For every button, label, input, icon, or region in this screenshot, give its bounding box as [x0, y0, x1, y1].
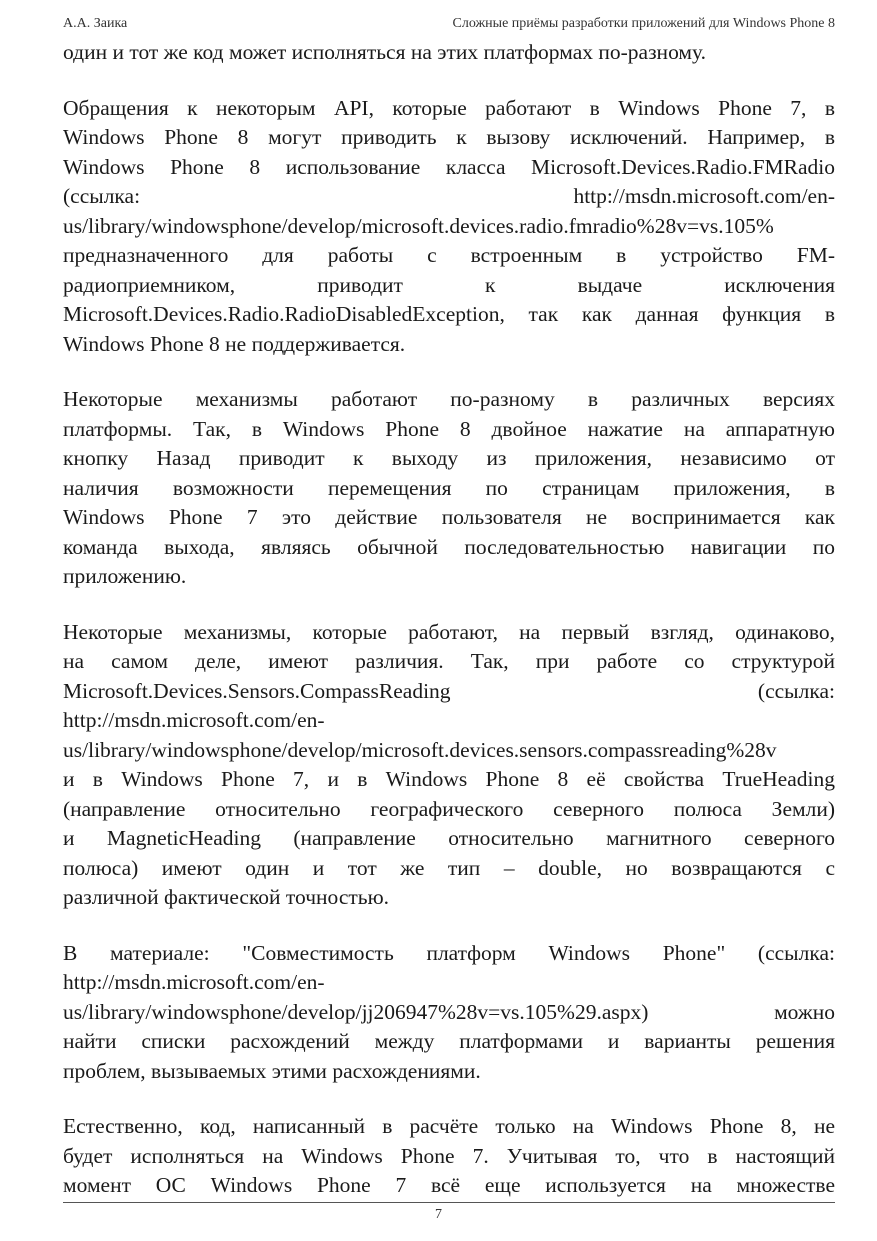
- text-line: Microsoft.Devices.Radio.RadioDisabledException, так как данная функция в: [63, 302, 835, 326]
- text-line: http://msdn.microsoft.com/en-: [63, 708, 325, 732]
- text-line: найти списки расхождений между платформами и варианты решения: [63, 1029, 835, 1053]
- paragraph: [63, 939, 835, 1087]
- paragraph: [63, 618, 835, 913]
- text-line: платформы. Так, в Windows Phone 8 двойное нажатие на аппаратную: [63, 416, 835, 441]
- paragraph: [63, 94, 835, 360]
- paragraph: [63, 385, 835, 592]
- text-line: и в Windows Phone 7, и в Windows Phone 8 её свойства TrueHeading: [63, 767, 835, 791]
- text-line: Некоторые механизмы работают по-разному в различных версиях: [63, 387, 835, 411]
- header-title: Сложные приёмы разработки приложений для Windows Phone 8: [452, 16, 835, 31]
- text-line: на самом деле, имеют различия. Так, при работе со структурой: [63, 649, 835, 673]
- text-line: Естественно, код, написанный в расчёте только на Windows Phone 8, не: [63, 1114, 835, 1138]
- page-header: [63, 14, 835, 34]
- text-line: Windows Phone 8 использование класса Microsoft.Devices.Radio.FMRadio: [63, 154, 835, 179]
- paragraph-gap: [63, 68, 835, 94]
- footer-divider: [63, 1202, 835, 1203]
- paragraph-gap: [63, 359, 835, 385]
- header-author: А.А. Заика: [63, 16, 128, 31]
- text-line: us/library/windowsphone/develop/microsoft.devices.radio.fmradio%28v=vs.105%: [63, 213, 774, 238]
- text-line: один и тот же код может исполняться на этих платформах по-разному.: [63, 40, 706, 64]
- paragraph-gap: [63, 1086, 835, 1112]
- text-line: радиоприемником, приводит к выдаче исключения: [63, 272, 835, 297]
- text-line: проблем, вызываемых этими расхождениями.: [63, 1058, 481, 1083]
- text-line: наличия возможности перемещения по страницам приложения, в: [63, 475, 835, 500]
- text-line: Windows Phone 8 могут приводить к вызову исключений. Например, в: [63, 125, 835, 149]
- text-line: http://msdn.microsoft.com/en-: [63, 970, 325, 994]
- text-line: Windows Phone 8 не поддерживается.: [63, 331, 406, 356]
- text-line: момент ОС Windows Phone 7 всё еще используется на множестве: [63, 1173, 835, 1197]
- text-line: Некоторые механизмы, которые работают, на первый взгляд, одинаково,: [63, 619, 835, 644]
- text-line: Обращения к некоторым API, которые работают в Windows Phone 7, в: [63, 95, 835, 120]
- text-line: (ссылка: http://msdn.microsoft.com/en-: [63, 184, 835, 208]
- text-line: будет исполняться на Windows Phone 7. Учитывая то, что в настоящий: [63, 1143, 835, 1168]
- text-line: предназначенного для работы с встроенным в устройство FM-: [63, 243, 835, 267]
- paragraph-gap: [63, 592, 835, 618]
- paragraph: [63, 38, 835, 68]
- text-line: us/library/windowsphone/develop/jj206947%28v=vs.105%29.aspx) можно: [63, 999, 835, 1024]
- text-line: полюса) имеют один и тот же тип – double, но возвращаются с: [63, 855, 835, 880]
- text-line: кнопку Назад приводит к выходу из приложения, независимо от: [63, 446, 835, 470]
- page-number: 7: [435, 1207, 442, 1222]
- text-line: команда выхода, являясь обычной последовательностью навигации по: [63, 534, 835, 559]
- text-line: В материале: "Совместимость платформ Windows Phone" (ссылка:: [63, 940, 835, 965]
- paragraph-gap: [63, 913, 835, 939]
- text-line: и MagneticHeading (направление относительно магнитного северного: [63, 826, 835, 850]
- text-line: (направление относительно географического северного полюса Земли): [63, 796, 835, 821]
- document-body: [63, 38, 835, 1202]
- text-line: приложению.: [63, 564, 187, 588]
- paragraph: [63, 1112, 835, 1201]
- text-line: Windows Phone 7 это действие пользователя не воспринимается как: [63, 505, 835, 529]
- text-line: различной фактической точностью.: [63, 885, 390, 909]
- text-line: Microsoft.Devices.Sensors.CompassReading (ссылка:: [63, 678, 835, 703]
- text-line: us/library/windowsphone/develop/microsoft.devices.sensors.compassreading%28v: [63, 737, 777, 762]
